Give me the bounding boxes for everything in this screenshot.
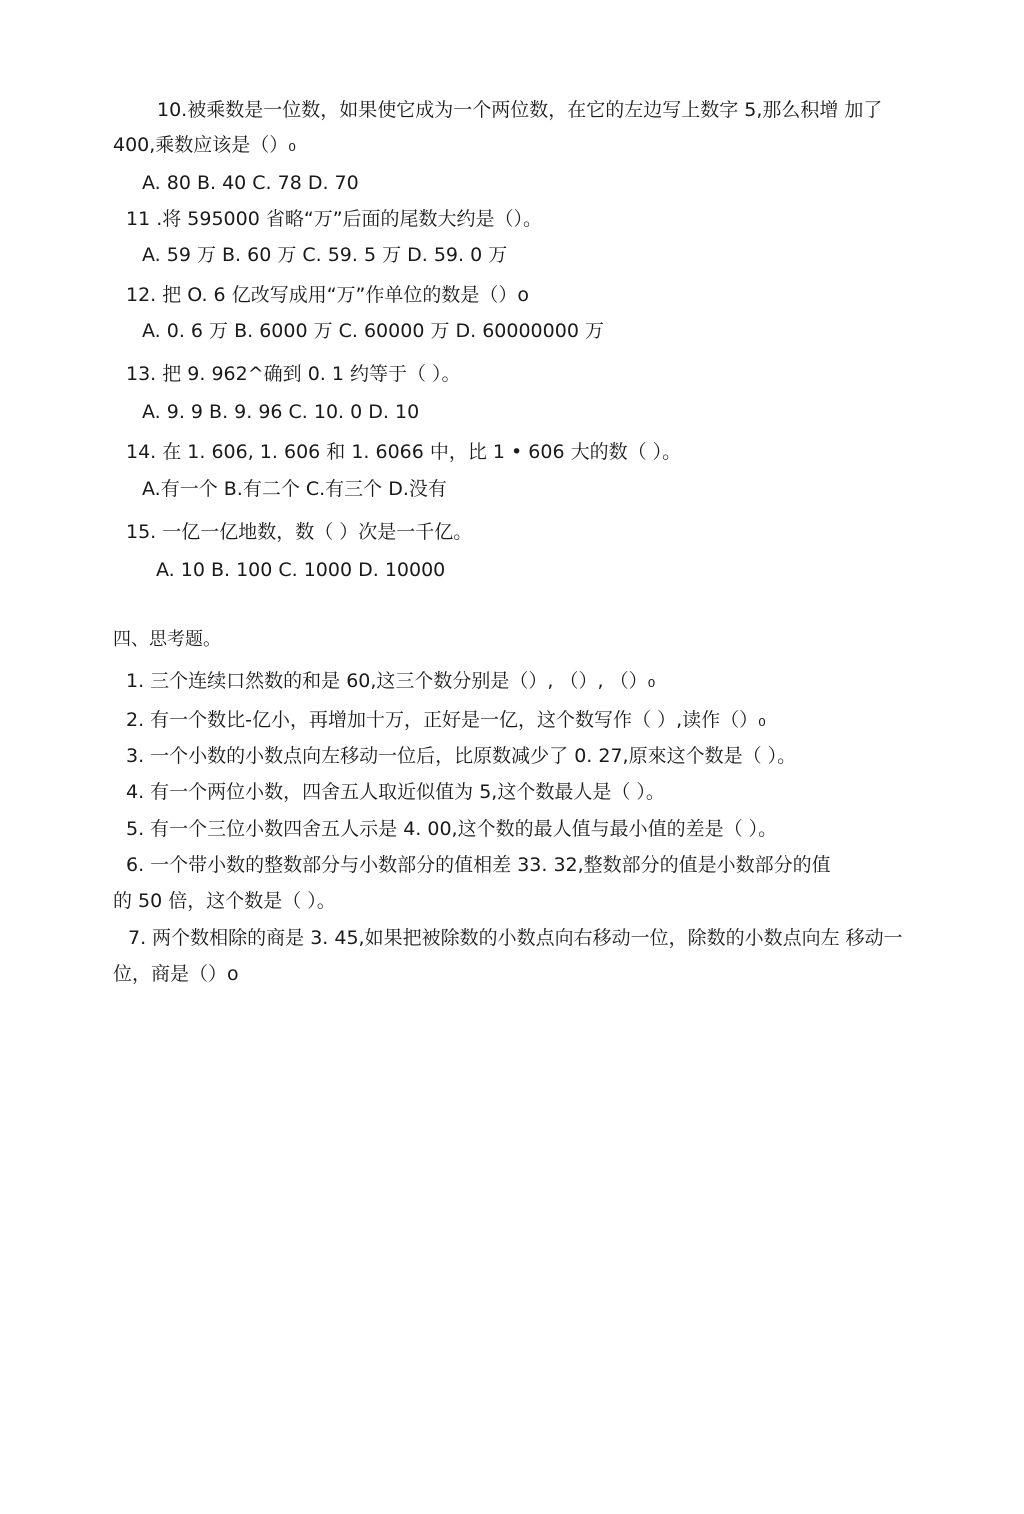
thinking-question-4: 4. 有一个两位小数，四舍五人取近似值为 5,这个数最人是（ ）。: [126, 781, 665, 803]
thinking-question-6-line-1: 6. 一个带小数的整数部分与小数部分的值相差 33. 32,整数部分的值是小数部分的值: [126, 854, 831, 876]
question-15: 15. 一亿一亿地数，数（ ）次是一千亿。: [126, 521, 473, 543]
thinking-question-1: 1. 三个连续口然数的和是 60,这三个数分别是（）, （）, （）₀: [126, 670, 656, 692]
thinking-question-3: 3. 一个小数的小数点向左移动一位后，比原数减少了 0. 27,原來这个数是（ ）。: [126, 745, 797, 767]
question-11: 11 .将 595000 省略“万”后面的尾数大约是（）。: [126, 208, 543, 230]
section-4-heading: 四、思考题。: [113, 629, 221, 650]
question-12-options: A. 0. 6 万 B. 6000 万 C. 60000 万 D. 60000000 万: [142, 320, 604, 342]
thinking-question-7-line-2: 位，商是（）o: [113, 963, 239, 985]
question-10-options: A. 80 B. 40 C. 78 D. 70: [142, 172, 359, 194]
question-13-options: A. 9. 9 B. 9. 96 C. 10. 0 D. 10: [142, 401, 420, 423]
question-12: 12. 把 O. 6 亿改写成用“万”作单位的数是（）o: [126, 284, 529, 306]
thinking-question-5: 5. 有一个三位小数四舍五人示是 4. 00,这个数的最人值与最小值的差是（ ）。: [126, 818, 778, 840]
question-15-options: A. 10 B. 100 C. 1000 D. 10000: [156, 559, 446, 581]
question-11-options: A. 59 万 B. 60 万 C. 59. 5 万 D. 59. 0 万: [142, 244, 508, 266]
question-14-options: A.有一个 B.有二个 C.有三个 D.没有: [142, 478, 447, 500]
thinking-question-2: 2. 有一个数比-亿小，再增加十万，正好是一亿，这个数写作（ ）,读作（）₀: [126, 709, 766, 731]
question-10-line-1: 10.被乘数是一位数，如果使它成为一个两位数，在它的左边写上数字 5,那么积增 加了: [157, 99, 883, 121]
thinking-question-7-line-1: 7. 两个数相除的商是 3. 45,如果把被除数的小数点向右移动一位，除数的小数点向左 移动一: [128, 927, 903, 949]
thinking-question-6-line-2: 的 50 倍，这个数是（ ）。: [113, 890, 336, 912]
question-10-line-2: 400,乘数应该是（）₀: [113, 134, 296, 156]
question-14: 14. 在 1. 606, 1. 606 和 1. 6066 中，比 1 • 606 大的数（ ）。: [126, 441, 682, 463]
question-13: 13. 把 9. 962^确到 0. 1 约等于（ ）。: [126, 363, 461, 385]
